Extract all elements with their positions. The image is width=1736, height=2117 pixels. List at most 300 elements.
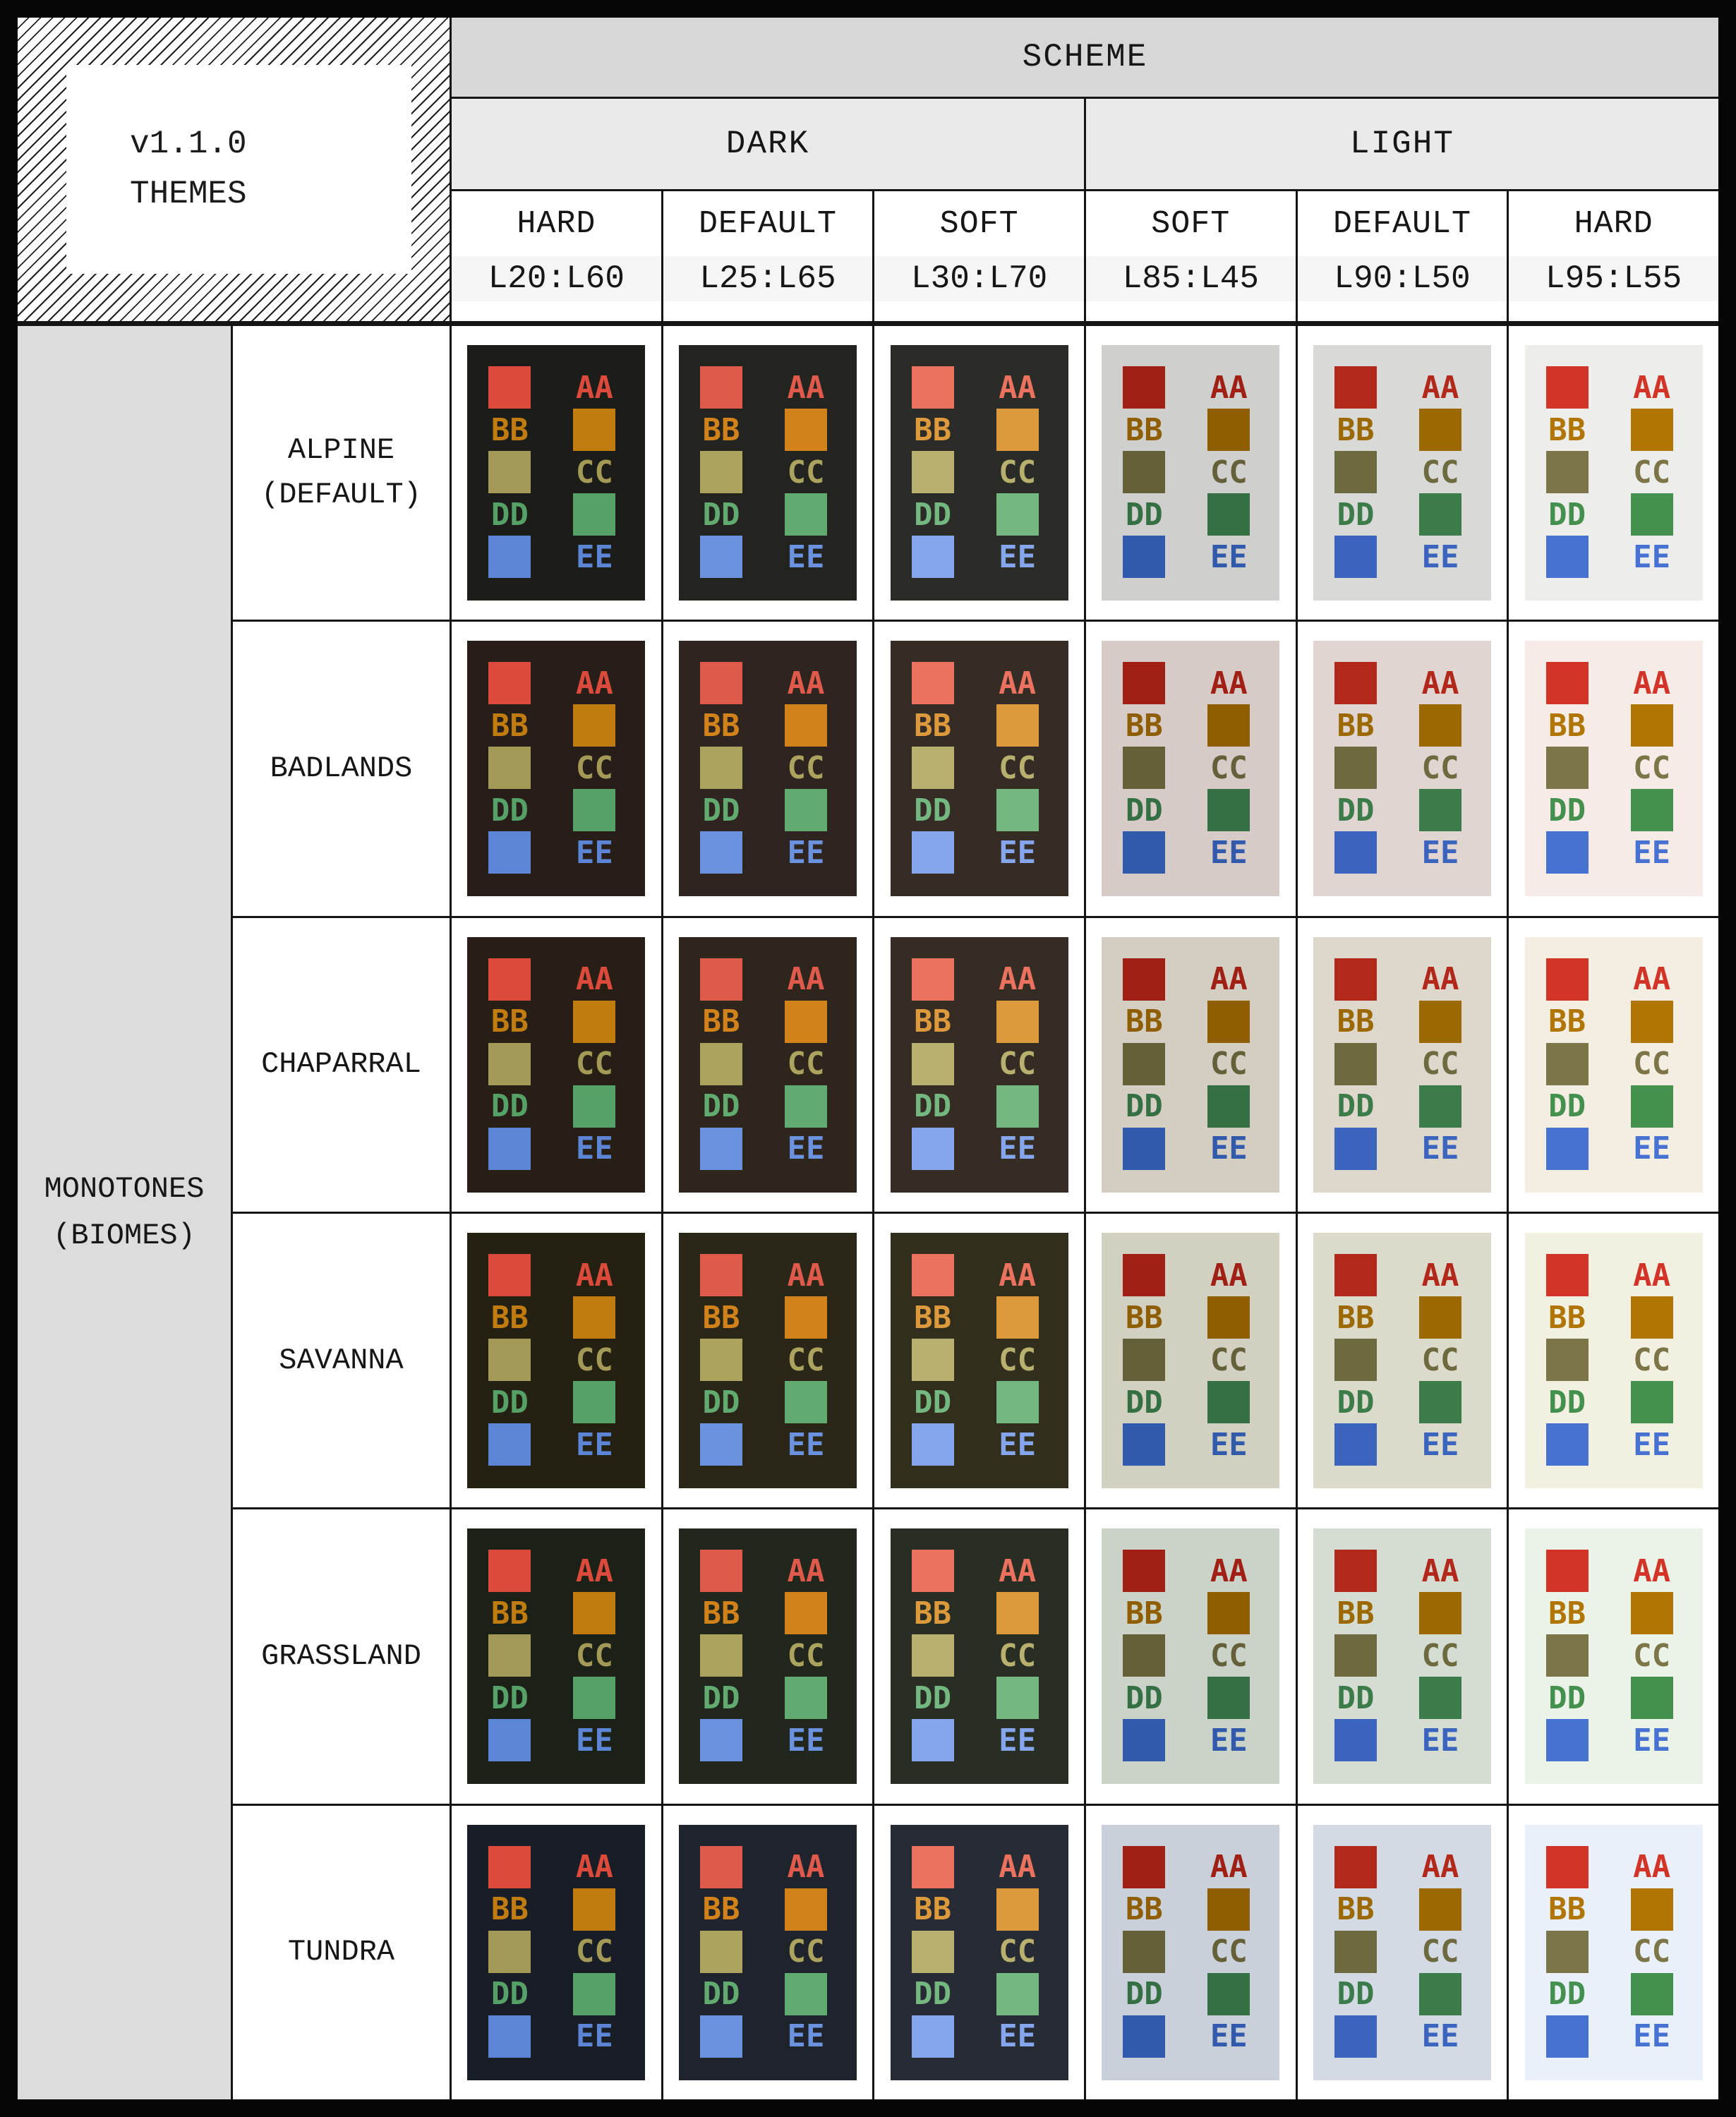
swatch-aa-label: AA xyxy=(1421,1257,1459,1293)
swatch-ee-label: EE xyxy=(575,1722,613,1759)
swatch-aa-square xyxy=(700,1254,742,1296)
swatch-aa-square xyxy=(1123,662,1165,704)
swatch-dd-square xyxy=(1207,1085,1250,1128)
swatch-dd-label: DD xyxy=(1125,496,1163,533)
swatch-aa-label: AA xyxy=(1210,961,1248,998)
swatch-bb-square xyxy=(1207,704,1250,747)
swatch-cc-square xyxy=(700,451,742,493)
biome-name: BADLANDS xyxy=(270,751,413,785)
swatch-ee-label: EE xyxy=(1633,1426,1671,1463)
theme-preview-card xyxy=(679,937,857,1193)
swatch-ee-square xyxy=(488,1719,531,1761)
swatch-dd-label: DD xyxy=(702,1384,740,1421)
swatch-aa-label: AA xyxy=(1421,1849,1459,1886)
swatch-dd-square xyxy=(1631,1973,1673,2015)
swatch-ee-square xyxy=(1334,536,1377,578)
swatch-cc-square xyxy=(700,1339,742,1381)
swatch-cc-square xyxy=(1546,747,1589,789)
swatch-dd-label: DD xyxy=(1548,1384,1586,1421)
swatch-cc-square xyxy=(1334,1931,1377,1973)
swatch-aa-label: AA xyxy=(999,665,1037,701)
swatch-dd-square xyxy=(785,1085,827,1128)
swatch-bb-square xyxy=(785,1001,827,1043)
swatch-dd-square xyxy=(573,1381,615,1423)
swatch-ee-square xyxy=(488,831,531,874)
theme-cell-grassland-dark-default xyxy=(663,1509,873,1803)
swatch-cc-label: CC xyxy=(999,1637,1037,1674)
swatch-bb-label: BB xyxy=(914,1595,952,1632)
swatch-bb-square xyxy=(996,1296,1039,1339)
theme-cell-chaparral-dark-hard xyxy=(452,918,661,1212)
swatch-cc-label: CC xyxy=(1210,1341,1248,1378)
swatch-bb-label: BB xyxy=(1125,1595,1163,1632)
swatch-ee-label: EE xyxy=(1421,1722,1459,1759)
swatch-cc-label: CC xyxy=(1421,1934,1459,1970)
swatch-ee-label: EE xyxy=(999,1722,1037,1759)
swatch-bb-square xyxy=(1419,1296,1461,1339)
swatch-dd-label: DD xyxy=(914,1976,952,2013)
swatch-dd-label: DD xyxy=(490,1384,529,1421)
theme-cell-tundra-light-default xyxy=(1298,1806,1507,2099)
row-label-grassland xyxy=(233,1509,450,1803)
swatch-aa-label: AA xyxy=(999,369,1037,406)
swatch-aa-label: AA xyxy=(1421,665,1459,701)
swatch-cc-label: CC xyxy=(1633,749,1671,786)
column-header-light-hard xyxy=(1509,191,1718,324)
swatch-dd-label: DD xyxy=(1125,1679,1163,1716)
theme-preview-card xyxy=(891,641,1068,896)
swatch-dd-square xyxy=(996,1677,1039,1719)
swatch-aa-label: AA xyxy=(1421,1552,1459,1589)
swatch-ee-label: EE xyxy=(787,1722,825,1759)
swatch-bb-square xyxy=(1207,1592,1250,1634)
swatch-cc-square xyxy=(1546,1339,1589,1381)
swatch-dd-square xyxy=(785,789,827,831)
theme-cell-chaparral-light-hard xyxy=(1509,918,1718,1212)
theme-preview-card xyxy=(679,1233,857,1488)
swatch-aa-square xyxy=(1334,1254,1377,1296)
swatch-ee-label: EE xyxy=(1633,2018,1671,2055)
swatch-dd-label: DD xyxy=(702,496,740,533)
swatch-aa-square xyxy=(1334,366,1377,409)
swatch-cc-square xyxy=(912,747,954,789)
swatch-ee-label: EE xyxy=(999,834,1037,871)
light-group-header: LIGHT xyxy=(1086,99,1718,189)
swatch-aa-square xyxy=(912,366,954,409)
swatch-dd-square xyxy=(785,1973,827,2015)
swatch-aa-square xyxy=(1123,1254,1165,1296)
swatch-dd-square xyxy=(1207,493,1250,536)
variant-label: HARD xyxy=(517,205,596,242)
swatch-ee-square xyxy=(1546,1128,1589,1170)
theme-preview-card xyxy=(467,1528,645,1784)
swatch-ee-square xyxy=(700,2015,742,2058)
swatch-cc-square xyxy=(1334,747,1377,789)
theme-preview-card xyxy=(1525,641,1703,896)
theme-preview-card xyxy=(1102,1825,1279,2080)
swatch-dd-label: DD xyxy=(1125,1384,1163,1421)
swatch-ee-square xyxy=(1123,2015,1165,2058)
swatch-bb-label: BB xyxy=(1337,707,1375,744)
swatch-cc-square xyxy=(700,1931,742,1973)
swatch-cc-label: CC xyxy=(1421,1341,1459,1378)
swatch-aa-square xyxy=(912,1550,954,1592)
swatch-ee-label: EE xyxy=(1421,2018,1459,2055)
swatch-bb-label: BB xyxy=(1125,707,1163,744)
swatch-dd-label: DD xyxy=(1125,792,1163,828)
swatch-dd-label: DD xyxy=(1337,1679,1375,1716)
swatch-aa-label: AA xyxy=(575,665,613,701)
theme-preview-card xyxy=(1102,937,1279,1193)
swatch-aa-square xyxy=(1546,1846,1589,1888)
swatch-dd-square xyxy=(1207,1381,1250,1423)
swatch-dd-label: DD xyxy=(1548,496,1586,533)
swatch-aa-square xyxy=(488,958,531,1001)
swatch-cc-label: CC xyxy=(1421,454,1459,490)
swatch-bb-label: BB xyxy=(702,411,740,448)
swatch-ee-square xyxy=(700,1719,742,1761)
swatch-dd-square xyxy=(996,1381,1039,1423)
theme-cell-grassland-light-soft xyxy=(1086,1509,1296,1803)
swatch-cc-label: CC xyxy=(1633,454,1671,490)
swatch-aa-square xyxy=(912,1254,954,1296)
swatch-aa-label: AA xyxy=(1633,1849,1671,1886)
swatch-ee-square xyxy=(488,2015,531,2058)
swatch-bb-label: BB xyxy=(1548,411,1586,448)
swatch-aa-label: AA xyxy=(999,1257,1037,1293)
swatch-ee-label: EE xyxy=(575,538,613,575)
swatch-ee-square xyxy=(488,536,531,578)
swatch-bb-label: BB xyxy=(1125,1299,1163,1336)
swatch-dd-square xyxy=(1631,1085,1673,1128)
swatch-ee-label: EE xyxy=(999,1130,1037,1167)
swatch-ee-label: EE xyxy=(787,834,825,871)
variant-label: HARD xyxy=(1574,205,1653,242)
swatch-ee-square xyxy=(1334,2015,1377,2058)
swatch-bb-square xyxy=(1631,1296,1673,1339)
swatch-ee-square xyxy=(1546,831,1589,874)
swatch-cc-label: CC xyxy=(575,1046,613,1082)
swatch-bb-square xyxy=(785,1296,827,1339)
swatch-cc-square xyxy=(700,1634,742,1677)
swatch-ee-square xyxy=(1546,1719,1589,1761)
swatch-bb-square xyxy=(573,1592,615,1634)
swatch-aa-square xyxy=(912,958,954,1001)
swatch-cc-square xyxy=(1123,1339,1165,1381)
version-label: v1.1.0 xyxy=(130,125,247,162)
swatch-cc-label: CC xyxy=(787,454,825,490)
swatch-dd-square xyxy=(573,789,615,831)
swatch-bb-label: BB xyxy=(702,1595,740,1632)
swatch-aa-label: AA xyxy=(1633,961,1671,998)
swatch-aa-label: AA xyxy=(1421,961,1459,998)
swatch-aa-square xyxy=(1546,366,1589,409)
swatch-aa-label: AA xyxy=(787,1257,825,1293)
swatch-aa-square xyxy=(488,1550,531,1592)
variant-label: SOFT xyxy=(1151,205,1231,242)
swatch-cc-square xyxy=(912,1043,954,1085)
swatch-ee-label: EE xyxy=(787,2018,825,2055)
swatch-bb-label: BB xyxy=(490,1003,529,1040)
swatch-aa-label: AA xyxy=(787,665,825,701)
swatch-cc-label: CC xyxy=(787,1637,825,1674)
swatch-cc-square xyxy=(912,1634,954,1677)
swatch-ee-square xyxy=(488,1423,531,1466)
swatch-cc-label: CC xyxy=(1210,1046,1248,1082)
swatch-ee-label: EE xyxy=(575,1426,613,1463)
swatch-dd-label: DD xyxy=(1337,496,1375,533)
swatch-cc-label: CC xyxy=(787,1341,825,1378)
swatch-dd-label: DD xyxy=(914,1088,952,1125)
theme-cell-tundra-dark-default xyxy=(663,1806,873,2099)
swatch-bb-label: BB xyxy=(490,1891,529,1928)
theme-preview-card xyxy=(1313,641,1491,896)
theme-cell-chaparral-light-soft xyxy=(1086,918,1296,1212)
swatch-ee-square xyxy=(1334,831,1377,874)
theme-preview-card xyxy=(1313,1528,1491,1784)
swatch-aa-label: AA xyxy=(999,1552,1037,1589)
swatch-dd-label: DD xyxy=(914,792,952,828)
swatch-aa-label: AA xyxy=(1633,1552,1671,1589)
swatch-cc-square xyxy=(700,1043,742,1085)
swatch-cc-label: CC xyxy=(999,1341,1037,1378)
swatch-dd-square xyxy=(1631,789,1673,831)
swatch-bb-label: BB xyxy=(914,707,952,744)
swatch-ee-label: EE xyxy=(575,834,613,871)
swatch-bb-label: BB xyxy=(1337,1299,1375,1336)
swatch-dd-label: DD xyxy=(1337,1088,1375,1125)
theme-preview-card xyxy=(1313,1233,1491,1488)
swatch-dd-square xyxy=(1631,1381,1673,1423)
swatch-aa-square xyxy=(912,662,954,704)
swatch-cc-label: CC xyxy=(1421,749,1459,786)
swatch-cc-label: CC xyxy=(1210,1637,1248,1674)
swatch-dd-square xyxy=(1207,1677,1250,1719)
theme-preview-card xyxy=(891,1233,1068,1488)
swatch-cc-square xyxy=(912,1931,954,1973)
swatch-aa-label: AA xyxy=(999,1849,1037,1886)
swatch-cc-square xyxy=(1123,1043,1165,1085)
swatch-cc-label: CC xyxy=(1633,1341,1671,1378)
lightness-values-badge: L25:L65 xyxy=(663,256,873,301)
column-header-dark-hard xyxy=(452,191,661,324)
swatch-ee-label: EE xyxy=(1633,538,1671,575)
theme-cell-alpine-dark-default xyxy=(663,326,873,620)
theme-preview-card xyxy=(1102,345,1279,601)
swatch-ee-label: EE xyxy=(575,1130,613,1167)
swatch-bb-square xyxy=(1631,1001,1673,1043)
theme-cell-savanna-dark-default xyxy=(663,1214,873,1507)
theme-preview-card xyxy=(891,1528,1068,1784)
biome-name: TUNDRA xyxy=(287,1935,395,1970)
swatch-ee-label: EE xyxy=(1210,834,1248,871)
swatch-ee-label: EE xyxy=(787,1426,825,1463)
swatch-ee-square xyxy=(1334,1423,1377,1466)
swatch-bb-label: BB xyxy=(1337,1891,1375,1928)
swatch-dd-square xyxy=(1631,1677,1673,1719)
swatch-cc-label: CC xyxy=(1210,749,1248,786)
theme-cell-badlands-light-hard xyxy=(1509,622,1718,915)
column-header-light-default xyxy=(1298,191,1507,324)
theme-preview-card xyxy=(891,345,1068,601)
swatch-bb-square xyxy=(1419,704,1461,747)
swatch-ee-label: EE xyxy=(999,538,1037,575)
swatch-bb-square xyxy=(1419,1001,1461,1043)
swatch-bb-square xyxy=(573,1001,615,1043)
lightness-values-badge: L95:L55 xyxy=(1509,256,1718,301)
swatch-aa-square xyxy=(700,1846,742,1888)
swatch-dd-square xyxy=(1631,493,1673,536)
theme-preview-card xyxy=(1525,937,1703,1193)
row-label-badlands xyxy=(233,622,450,915)
swatch-dd-square xyxy=(996,1085,1039,1128)
swatch-aa-label: AA xyxy=(787,961,825,998)
swatch-bb-label: BB xyxy=(490,1595,529,1632)
swatch-aa-square xyxy=(1334,1846,1377,1888)
swatch-bb-label: BB xyxy=(702,1891,740,1928)
swatch-cc-label: CC xyxy=(575,749,613,786)
swatch-aa-label: AA xyxy=(1633,665,1671,701)
swatch-bb-label: BB xyxy=(1125,411,1163,448)
swatch-aa-label: AA xyxy=(787,1849,825,1886)
swatch-ee-square xyxy=(1334,1719,1377,1761)
swatch-dd-square xyxy=(1419,789,1461,831)
swatch-aa-label: AA xyxy=(1210,1849,1248,1886)
theme-cell-chaparral-dark-soft xyxy=(874,918,1084,1212)
swatch-bb-square xyxy=(785,1888,827,1931)
variant-label: SOFT xyxy=(939,205,1019,242)
swatch-aa-square xyxy=(700,1550,742,1592)
swatch-dd-square xyxy=(1419,1973,1461,2015)
biome-name: ALPINE xyxy=(287,433,395,468)
swatch-dd-square xyxy=(996,493,1039,536)
swatch-dd-square xyxy=(573,493,615,536)
theme-cell-badlands-dark-soft xyxy=(874,622,1084,915)
swatch-aa-square xyxy=(1334,1550,1377,1592)
theme-preview-card xyxy=(467,641,645,896)
swatch-cc-label: CC xyxy=(1421,1637,1459,1674)
swatch-dd-square xyxy=(1419,1381,1461,1423)
swatch-dd-square xyxy=(996,1973,1039,2015)
swatch-cc-square xyxy=(1123,451,1165,493)
swatch-dd-label: DD xyxy=(702,1088,740,1125)
theme-preview-card xyxy=(467,1825,645,2080)
swatch-cc-label: CC xyxy=(1633,1934,1671,1970)
swatch-aa-square xyxy=(1546,662,1589,704)
theme-preview-card xyxy=(1102,1528,1279,1784)
biomes-sidebar xyxy=(18,326,231,2099)
swatch-aa-label: AA xyxy=(1210,369,1248,406)
swatch-ee-label: EE xyxy=(999,1426,1037,1463)
theme-cell-grassland-dark-soft xyxy=(874,1509,1084,1803)
swatch-dd-square xyxy=(573,1085,615,1128)
swatch-dd-label: DD xyxy=(1337,1384,1375,1421)
swatch-dd-square xyxy=(996,789,1039,831)
swatch-bb-label: BB xyxy=(1125,1891,1163,1928)
variant-label: DEFAULT xyxy=(698,205,837,242)
theme-cell-badlands-light-soft xyxy=(1086,622,1296,915)
theme-preview-card xyxy=(1313,1825,1491,2080)
swatch-ee-label: EE xyxy=(1421,1426,1459,1463)
sidebar-label-line1: MONOTONES xyxy=(44,1172,205,1207)
swatch-ee-square xyxy=(1546,536,1589,578)
swatch-ee-square xyxy=(1123,536,1165,578)
swatch-ee-label: EE xyxy=(1210,2018,1248,2055)
swatch-dd-square xyxy=(785,1677,827,1719)
swatch-dd-label: DD xyxy=(1125,1976,1163,2013)
lightness-values-badge: L90:L50 xyxy=(1298,256,1507,301)
swatch-ee-label: EE xyxy=(1633,834,1671,871)
swatch-aa-label: AA xyxy=(575,961,613,998)
theme-cell-chaparral-dark-default xyxy=(663,918,873,1212)
swatch-cc-label: CC xyxy=(575,454,613,490)
swatch-cc-label: CC xyxy=(575,1341,613,1378)
swatch-bb-square xyxy=(996,1592,1039,1634)
swatch-cc-label: CC xyxy=(1633,1637,1671,1674)
theme-preview-card xyxy=(1525,1233,1703,1488)
swatch-ee-label: EE xyxy=(787,538,825,575)
swatch-ee-label: EE xyxy=(999,2018,1037,2055)
row-label-savanna xyxy=(233,1214,450,1507)
swatch-cc-square xyxy=(1546,451,1589,493)
theme-cell-savanna-light-hard xyxy=(1509,1214,1718,1507)
swatch-aa-square xyxy=(488,662,531,704)
sidebar-label-line2: (BIOMES) xyxy=(53,1218,195,1253)
swatch-dd-label: DD xyxy=(490,496,529,533)
swatch-ee-square xyxy=(912,831,954,874)
swatch-aa-label: AA xyxy=(1210,665,1248,701)
theme-cell-chaparral-light-default xyxy=(1298,918,1507,1212)
swatch-aa-label: AA xyxy=(999,961,1037,998)
column-header-light-soft xyxy=(1086,191,1296,324)
swatch-cc-square xyxy=(1123,1634,1165,1677)
swatch-cc-square xyxy=(1546,1931,1589,1973)
swatch-cc-label: CC xyxy=(999,749,1037,786)
lightness-values-badge: L20:L60 xyxy=(452,256,661,301)
swatch-ee-square xyxy=(912,536,954,578)
theme-preview-card xyxy=(679,1528,857,1784)
swatch-bb-square xyxy=(1207,1001,1250,1043)
theme-preview-card xyxy=(1102,641,1279,896)
swatch-bb-square xyxy=(1207,1296,1250,1339)
swatch-bb-label: BB xyxy=(914,411,952,448)
theme-preview-card xyxy=(467,345,645,601)
swatch-aa-label: AA xyxy=(1210,1552,1248,1589)
swatch-bb-square xyxy=(785,1592,827,1634)
swatch-dd-square xyxy=(1419,493,1461,536)
theme-cell-alpine-dark-soft xyxy=(874,326,1084,620)
swatch-bb-square xyxy=(996,704,1039,747)
swatch-cc-square xyxy=(488,1043,531,1085)
swatch-dd-label: DD xyxy=(1337,1976,1375,2013)
swatch-bb-label: BB xyxy=(1548,1003,1586,1040)
swatch-aa-square xyxy=(1334,958,1377,1001)
swatch-cc-label: CC xyxy=(787,1934,825,1970)
swatch-ee-label: EE xyxy=(1633,1722,1671,1759)
swatch-ee-square xyxy=(1546,1423,1589,1466)
theme-preview-card xyxy=(1313,345,1491,601)
swatch-ee-label: EE xyxy=(1210,1130,1248,1167)
swatch-bb-square xyxy=(573,409,615,451)
swatch-cc-label: CC xyxy=(1210,1934,1248,1970)
swatch-ee-square xyxy=(700,1128,742,1170)
swatch-dd-label: DD xyxy=(702,1679,740,1716)
swatch-aa-label: AA xyxy=(1421,369,1459,406)
theme-preview-card xyxy=(1525,345,1703,601)
swatch-aa-square xyxy=(1123,958,1165,1001)
swatch-ee-square xyxy=(700,831,742,874)
swatch-bb-square xyxy=(996,1001,1039,1043)
